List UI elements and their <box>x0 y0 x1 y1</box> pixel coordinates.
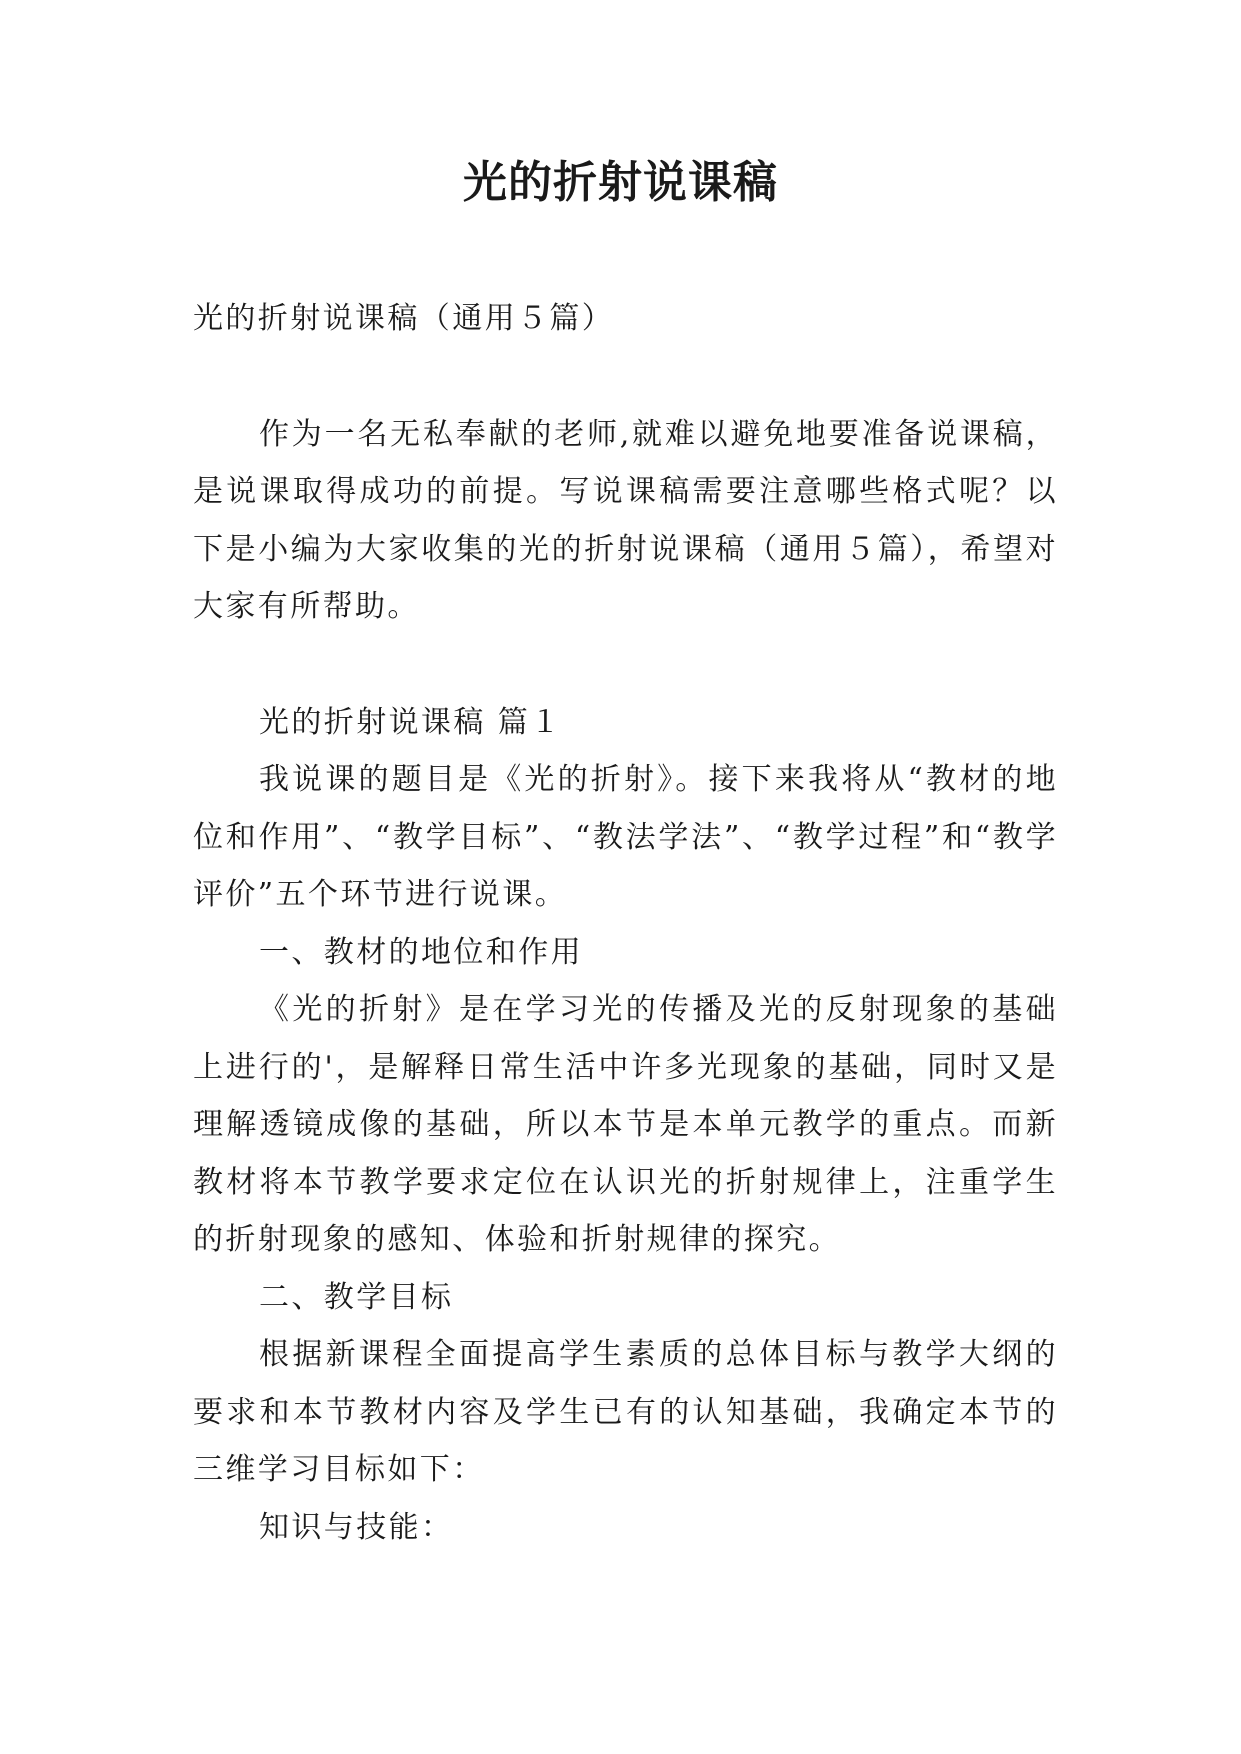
document-subtitle: 光的折射说课稿（通用５篇） <box>193 301 615 336</box>
sub-heading: 知识与技能： <box>259 1509 454 1545</box>
body-paragraph: 《光的折射》是在学习光的传播及光的反射现象的基础上进行的'，是解释日常生活中许多光现象的基础，同时又是理解透镜成像的基础，所以本节是本单元教学的重点。而新教材将本节教学要求定位在认识光的折射规律上，注重学生的折射现象的感知、体验和折射规律的探究。 <box>193 992 1058 1257</box>
section-heading-part-1: 光的折射说课稿 篇１ <box>259 704 563 740</box>
section-heading: 一、教材的地位和作用 <box>259 934 583 970</box>
document-title: 光的折射说课稿 <box>463 157 778 208</box>
body-paragraph: 根据新课程全面提高学生素质的总体目标与教学大纲的要求和本节教材内容及学生已有的认知基础，我确定本节的三维学习目标如下： <box>193 1337 1058 1487</box>
intro-paragraph: 作为一名无私奉献的老师,就难以避免地要准备说课稿，是说课取得成功的前提。写说课稿需要注意哪些格式呢？以下是小编为大家收集的光的折射说课稿（通用５篇），希望对大家有所帮助。 <box>193 416 1058 624</box>
body-paragraph: 我说课的题目是《光的折射》。接下来我将从“教材的地位和作用”、“教学目标”、“教法学法”、“教学过程”和“教学评价”五个环节进行说课。 <box>193 762 1058 912</box>
section-heading: 二、教学目标 <box>259 1279 454 1315</box>
document-body <box>193 290 1058 1556</box>
